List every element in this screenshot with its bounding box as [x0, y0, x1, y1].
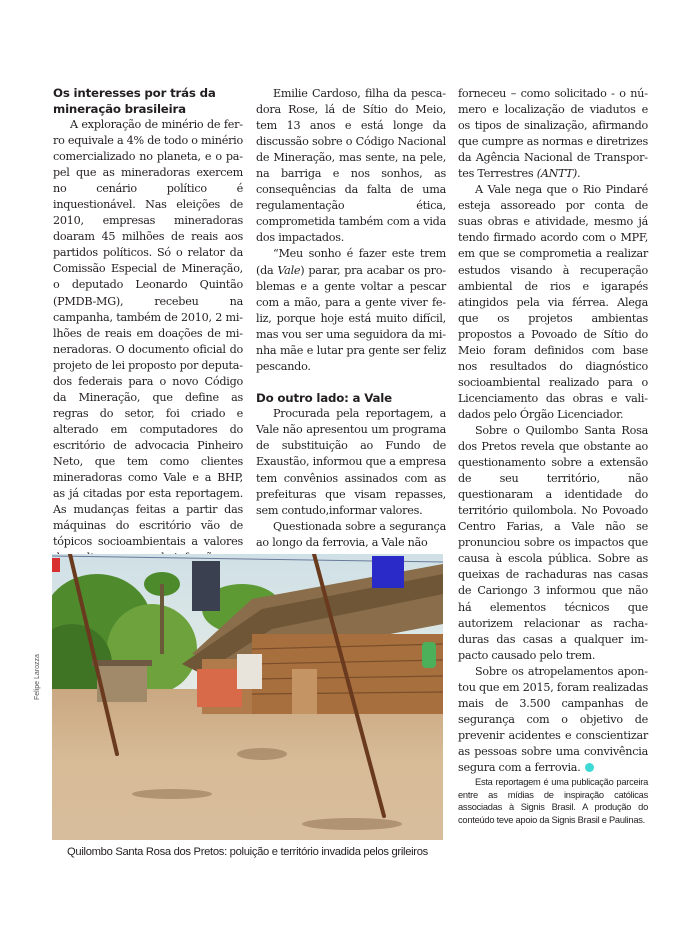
paragraph: Questionada sobre a segurança ao longo da ferrovia, a Vale não [256, 519, 446, 549]
section-heading-mining-interests: Os interesses por trás da mineração brasileira [53, 86, 216, 116]
article-column-1 [53, 86, 243, 566]
paragraph: A exploração de minério de ferro equivale a 4% de todo o minério comercializado no planeta, e o papel que as mineradoras exercem no cenário político é inquestionável. Nas eleições de 2010, empresas mineradoras doaram 45 milhões de reais aos partidos políticos. Só o relator da Comissão Especial de Mineração, o deputado Leonardo Quintão (PMDB-MG), recebeu na campanha, também de 2010, 2 milhões de reais em doações de mineradoras. O documento oficial do projeto de lei proposto por deputados federais para o novo Código da Mineração, que define as regras do setor, foi criado e alterado em computadores do escritório de advocacia Pinheiro Neto, que tem como clientes mineradoras como Vale e a BHP, as já citadas por esta reportagem. As mudanças feitas a partir das máquinas do escritório vão de tópicos socioambientais a valores [53, 118, 243, 549]
end-of-article-dot-icon [585, 763, 594, 772]
last-paragraph-text: Sobre os atropelamentos apontou que em 2015, foram realizadas mais de 3.500 campanhas de segurança com o objetivo de prevenir acidentes e conscientizar as pessoas sobre uma convivência segura com a ferrovia. [458, 664, 648, 774]
paragraph: Sobre o Quilombo Santa Rosa dos Pretos revela que obstante ao questionamento sobre a extensão de seu território, não questionaram a identidade do território quilombola. No Povoado Centro Farias, a Vale não se pronunciou sobre os impactos que causa à escola pública. Sobre as queixas de rachaduras nas casas de Cariongo 3 informou que não há elementos técnicos que autorizem relacionar as rachaduras das casas a qualquer impacto causado pelo trem. [458, 423, 648, 662]
photo-credit: Felipe Larozza [34, 654, 41, 700]
continuation-italic-antt: (ANTT) [536, 167, 577, 181]
last-paragraph [458, 664, 648, 776]
quote-text-start: “Meu sonho é fazer este trem (da [256, 247, 446, 277]
article-column-2 [256, 86, 446, 551]
paragraph: Procurada pela reportagem, a Vale não apresentou um programa de substituição ao Fundo de Exaustão, informou que a empresa tem convênios assinados com as prefeituras que visam repasses, sem contudo,informar valores. [256, 407, 446, 517]
article-photo [52, 554, 443, 840]
section-heading-other-side: Do outro lado: a Vale [256, 390, 392, 405]
quote-paragraph [256, 246, 446, 374]
quote-text-end: ) parar, pra acabar os problemas e a gente voltar a pescar com a mão, para a gente viver feliz, porque hoje está muito difícil, mas vou ser uma seguidora da minha mãe e lutar pra gente ser feliz pescando. [256, 263, 446, 373]
paragraph: Emilie Cardoso, filha da pescadora Rose, lá de Sítio do Meio, tem 13 anos e está longe da discussão sobre o Código Nacional de Mineração, mas sente, na pele, na barriga e nos sonhos, as consequências da falta de uma regulamentação ética, comprometida também com a vida dos impactados. [256, 87, 446, 245]
partnership-note: Esta reportagem é uma publicação parceira entre as mídias de inspiração católicas associadas à Signis Brasil. A produção do conteúdo teve apoio da Signis Brasil e Paulinas. [458, 777, 648, 825]
continuation-text: forneceu – como solicitado - o número e localização de viadutos e os tipos de sinalização, afirmando que cumpre as normas e diretrizes da Agência Nacional de Transportes Terrestres [458, 87, 648, 181]
continuation-end: . [576, 167, 581, 181]
paragraph: A Vale nega que o Rio Pindaré esteja assoreado por conta de suas obras e atividade, mesmo já tendo firmado acordo com o MPF, em que se comprometia a realizar estudos visando à recuperação ambiental de rios e igarapés atingidos pela via férrea. Alega que os projetos ambientas propostos a Povoado de Sítio do Meio foram definidos com base nos resultados do diagnóstico socioambiental realizado para o Licenciamento das obras e validados pelo Órgão Licenciador. [458, 183, 648, 421]
article-column-3 [458, 86, 648, 826]
photo-caption: Quilombo Santa Rosa dos Pretos: poluição e território invadida pelos grileiros [67, 846, 428, 858]
quote-italic-vale: Vale [277, 263, 301, 277]
continuation-paragraph [458, 86, 648, 182]
village-photo-illustration [52, 554, 443, 840]
